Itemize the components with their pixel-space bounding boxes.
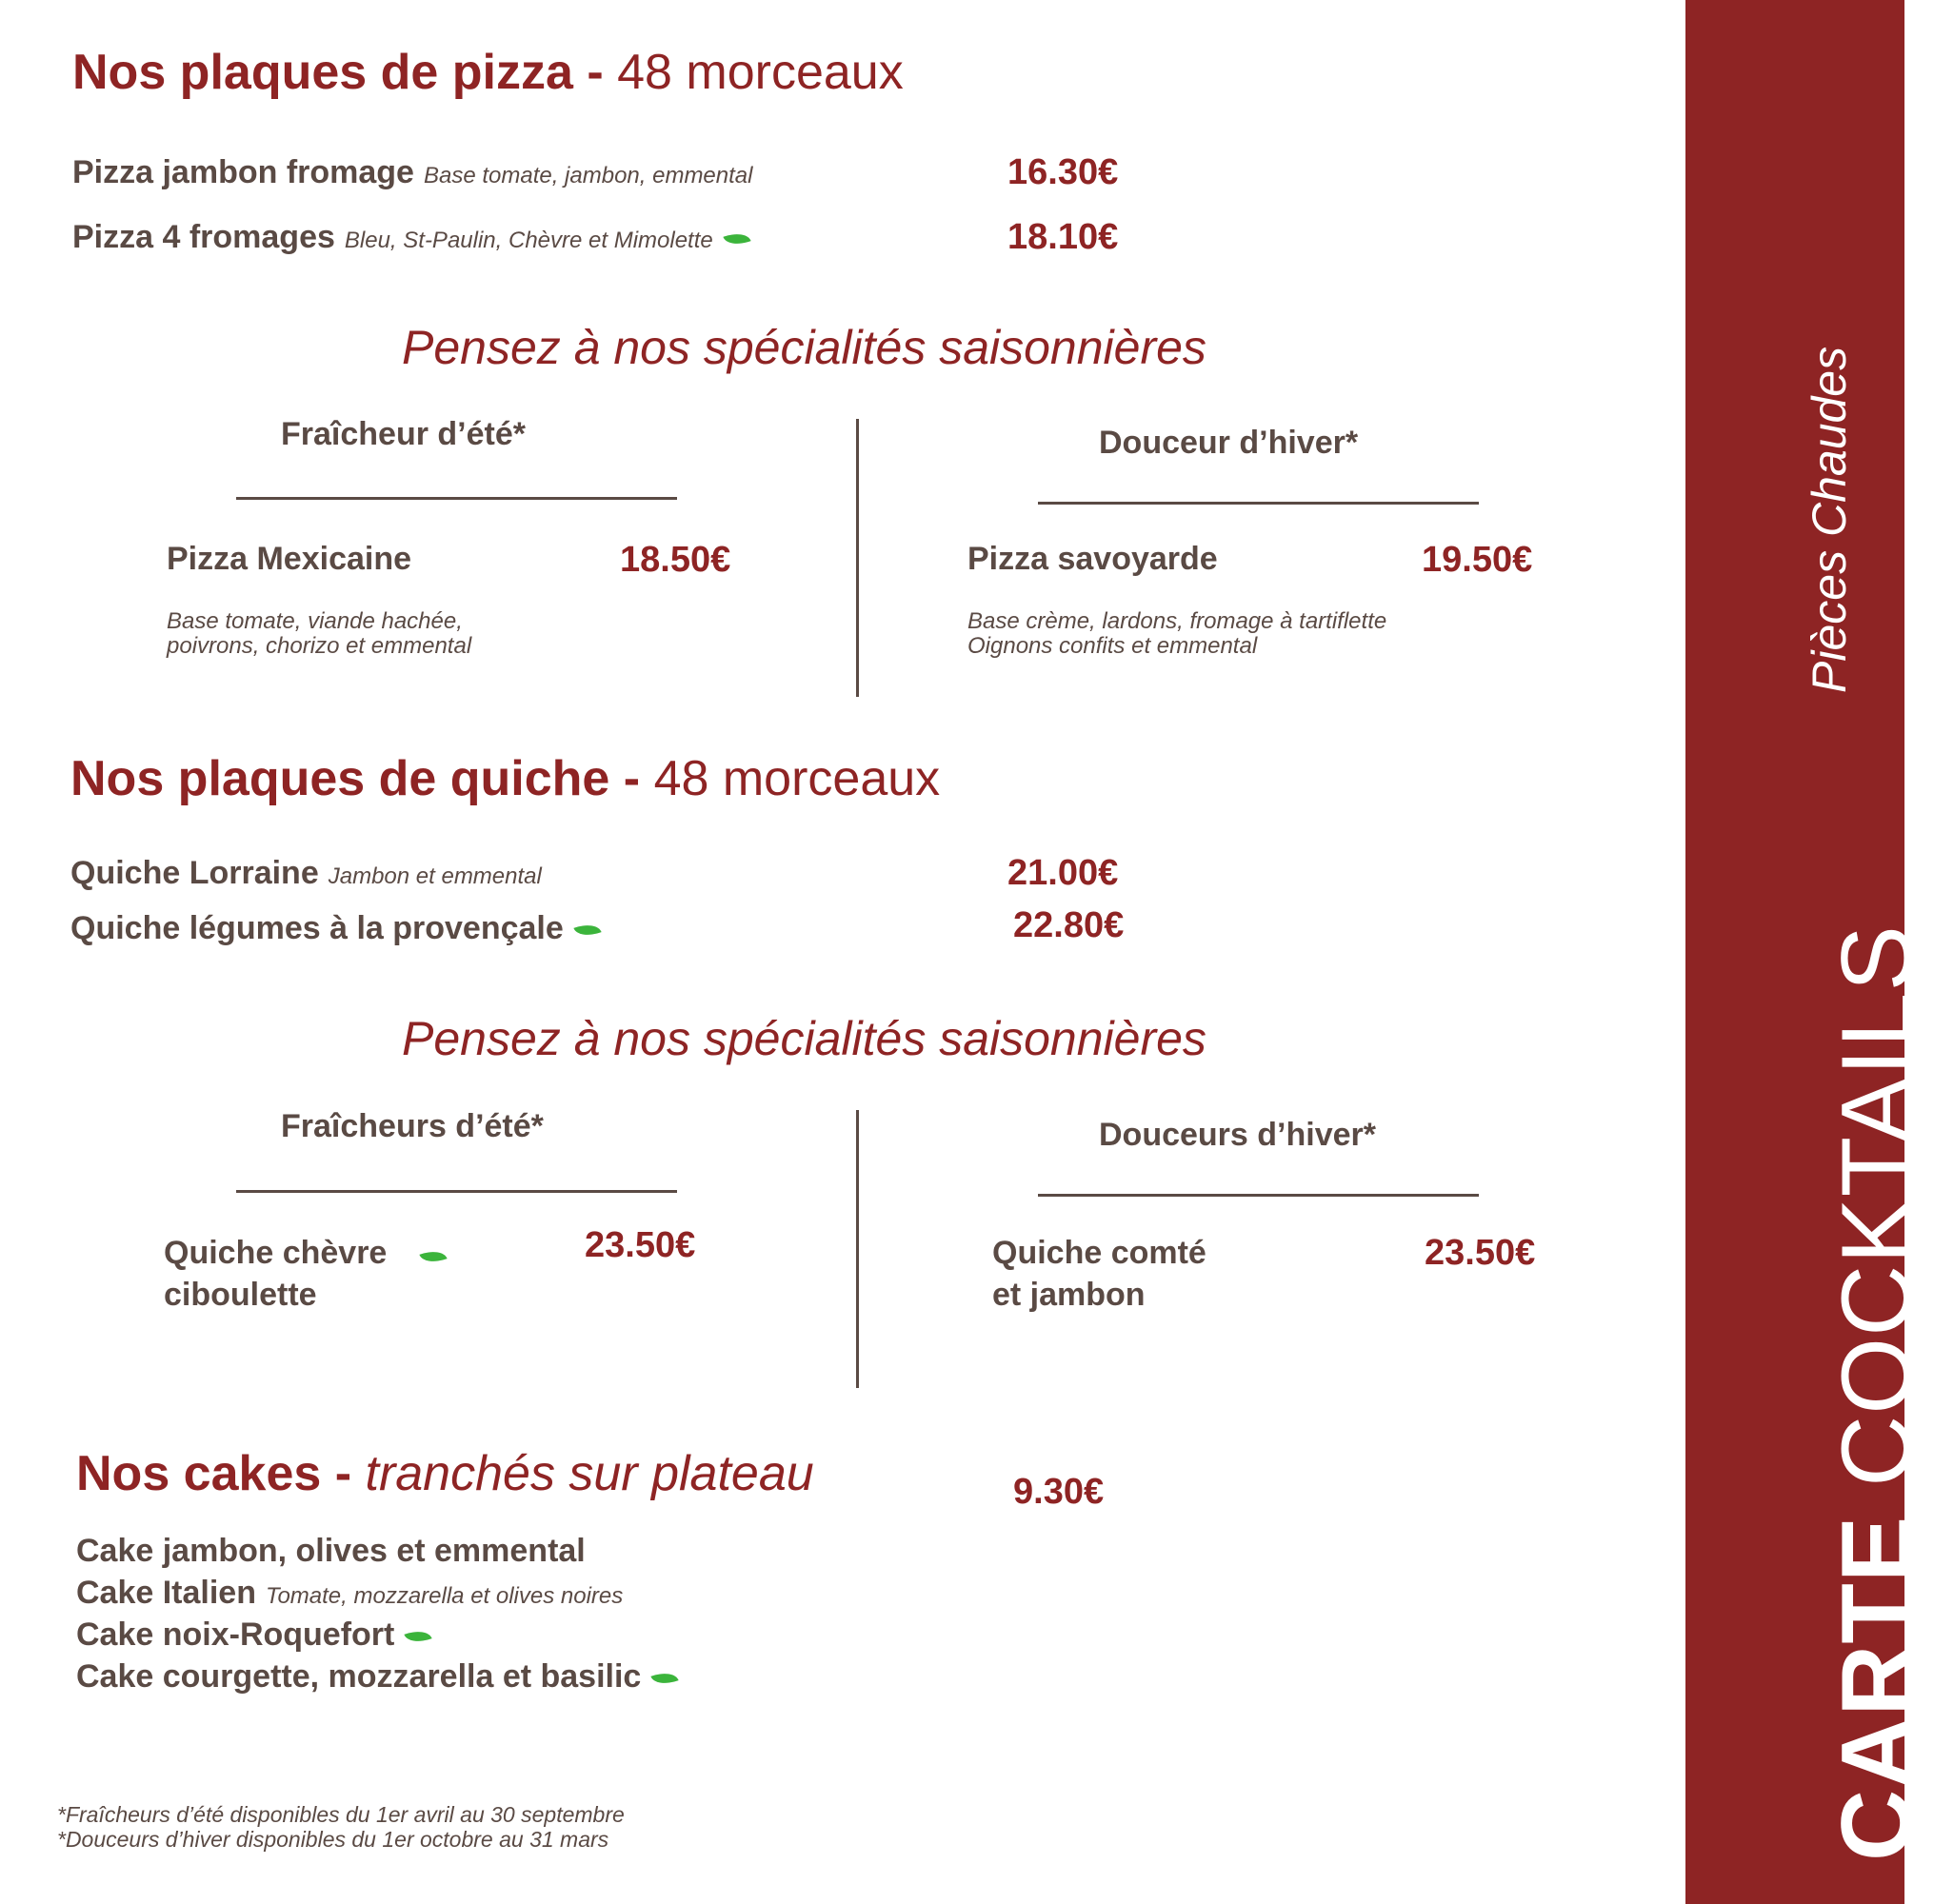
cakes-subtitle: tranchés sur plateau xyxy=(365,1446,814,1501)
winter-item-price: 19.50€ xyxy=(1422,540,1533,580)
item-name: Quiche légumes à la provençale xyxy=(70,910,564,946)
side-title xyxy=(1821,924,1934,1861)
summer-item-price: 23.50€ xyxy=(585,1225,696,1265)
summer-item-desc: Base tomate, viande hachée, poivrons, chorizo et emmental xyxy=(167,608,472,659)
side-band xyxy=(1685,0,1932,1904)
list-item xyxy=(76,1533,586,1570)
winter-item-desc: Base crème, lardons, fromage à tartiflette Oignons confits et emmental xyxy=(967,608,1387,659)
leaf-icon xyxy=(573,920,601,941)
footnote: *Fraîcheurs d’été disponibles du 1er avril au 30 septembre xyxy=(57,1802,625,1827)
quiche-title: Nos plaques de quiche - xyxy=(70,751,654,806)
menu-item xyxy=(70,910,600,947)
side-title-carte: CARTE xyxy=(1822,1515,1932,1861)
item-name: Pizza 4 fromages xyxy=(72,219,335,255)
list-item xyxy=(76,1658,677,1696)
leaf-icon xyxy=(405,1626,432,1647)
item-name: Cake Italien xyxy=(76,1575,256,1611)
item-price: 22.80€ xyxy=(1013,905,1125,945)
item-name: Cake courgette, mozzarella et basilic xyxy=(76,1658,642,1695)
pizza-section-title xyxy=(72,44,904,101)
quiche-section-title xyxy=(70,750,940,807)
menu-item xyxy=(72,219,749,256)
item-price: 16.30€ xyxy=(1007,152,1119,192)
item-name: Pizza jambon fromage xyxy=(72,154,414,190)
item-desc: Jambon et emmental xyxy=(328,863,542,889)
item-desc: Tomate, mozzarella et olives noires xyxy=(265,1583,624,1609)
summer-item-name: Quiche chèvre ciboulette xyxy=(164,1235,388,1313)
winter-item-price: 23.50€ xyxy=(1425,1233,1536,1273)
menu-item xyxy=(70,855,542,892)
quiche-count: 48 morceaux xyxy=(653,751,941,806)
divider xyxy=(1038,502,1479,505)
pizza-title: Nos plaques de pizza - xyxy=(72,45,618,100)
item-name: Quiche Lorraine xyxy=(70,855,319,891)
side-title-cocktails: COCKTAILS xyxy=(1822,924,1932,1516)
leaf-icon xyxy=(723,228,750,249)
column-divider xyxy=(856,1110,859,1388)
winter-item-name: Quiche comté et jambon xyxy=(992,1235,1206,1313)
item-name: Cake noix-Roquefort xyxy=(76,1616,395,1653)
seasonal-title: Pensez à nos spécialités saisonnières xyxy=(402,321,1206,374)
divider xyxy=(236,497,677,500)
leaf-icon xyxy=(651,1668,679,1689)
list-item xyxy=(76,1616,430,1654)
item-name: Cake jambon, olives et emmental xyxy=(76,1533,586,1569)
item-desc: Bleu, St-Paulin, Chèvre et Mimolette xyxy=(344,228,713,253)
seasonal-title: Pensez à nos spécialités saisonnières xyxy=(402,1012,1206,1065)
column-divider xyxy=(856,419,859,697)
item-price: 21.00€ xyxy=(1007,853,1119,893)
list-item xyxy=(76,1575,623,1612)
winter-heading: Douceurs d’hiver* xyxy=(1099,1117,1376,1153)
winter-item-name: Pizza savoyarde xyxy=(967,541,1218,577)
summer-item-price: 18.50€ xyxy=(620,540,731,580)
side-subtitle: Pièces Chaudes xyxy=(1803,346,1856,693)
summer-item-name: Pizza Mexicaine xyxy=(167,541,412,577)
summer-heading: Fraîcheur d’été* xyxy=(281,416,526,452)
divider xyxy=(1038,1194,1479,1197)
winter-heading: Douceur d’hiver* xyxy=(1099,425,1359,461)
item-price: 18.10€ xyxy=(1007,217,1119,257)
item-desc: Base tomate, jambon, emmental xyxy=(423,163,753,188)
divider xyxy=(236,1190,677,1193)
pizza-count: 48 morceaux xyxy=(617,45,904,100)
cakes-title: Nos cakes - xyxy=(76,1446,366,1501)
summer-heading: Fraîcheurs d’été* xyxy=(281,1108,544,1144)
menu-item xyxy=(72,154,752,191)
cakes-section-title xyxy=(76,1445,814,1502)
cakes-price: 9.30€ xyxy=(1013,1472,1105,1512)
leaf-icon xyxy=(419,1246,447,1267)
footnote: *Douceurs d’hiver disponibles du 1er octobre au 31 mars xyxy=(57,1827,609,1852)
